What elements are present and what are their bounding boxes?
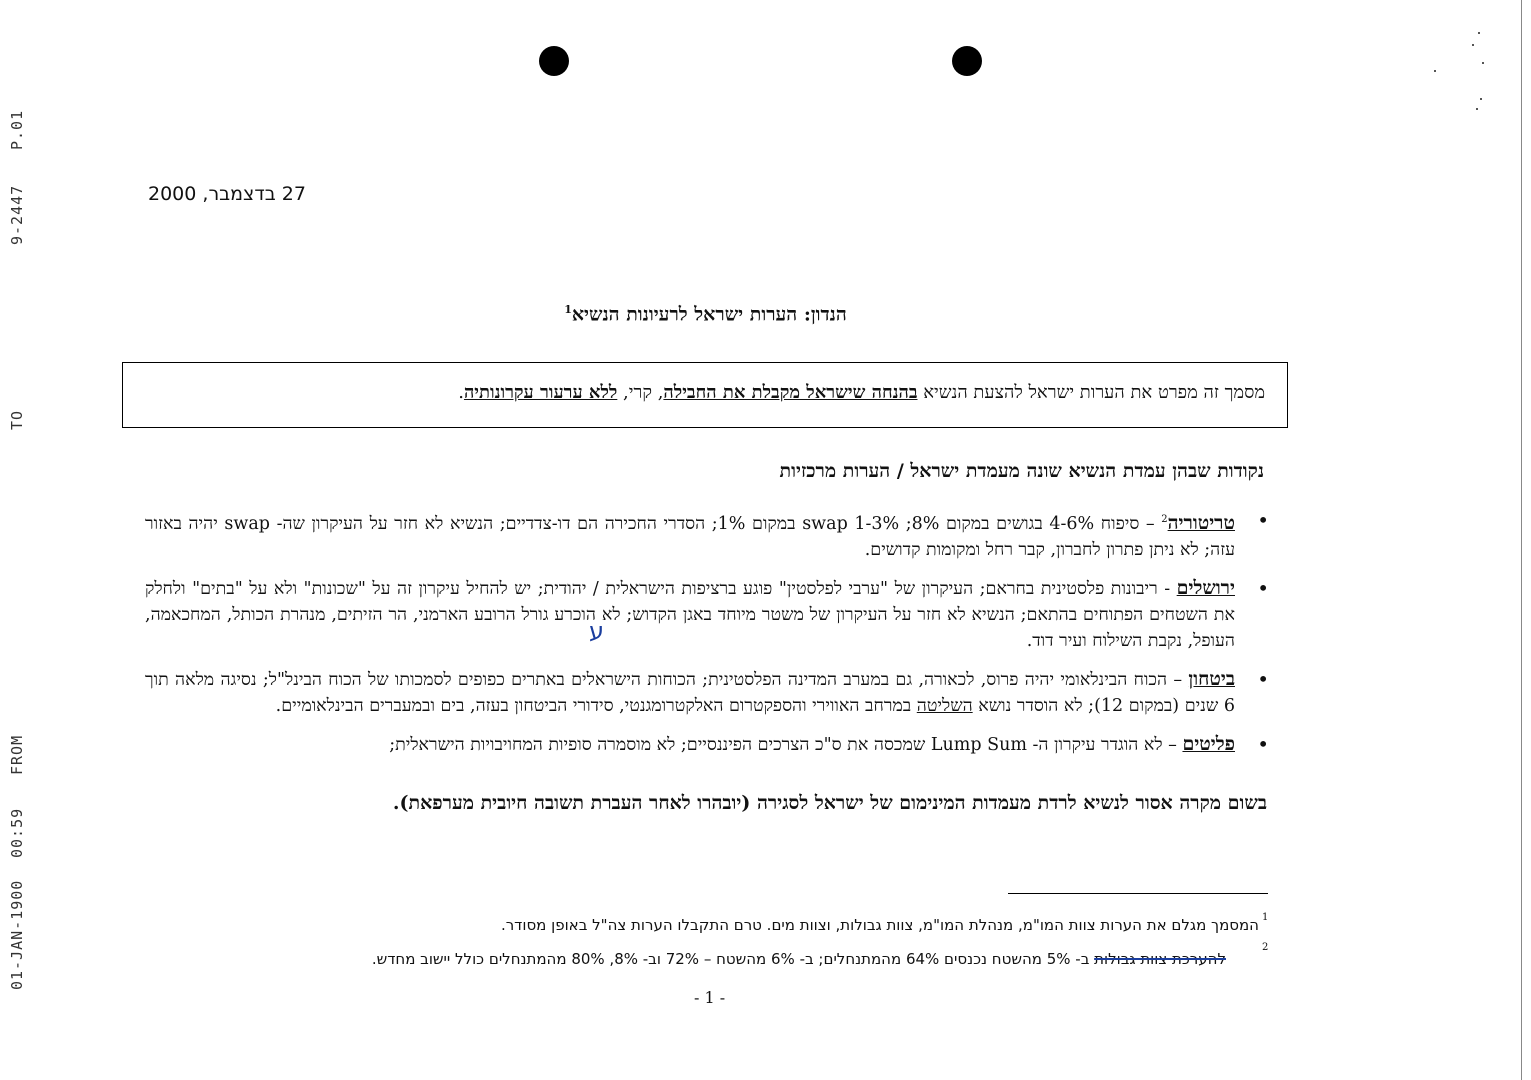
scan-speck xyxy=(1482,62,1484,64)
page-edge xyxy=(1521,0,1522,1080)
footnote-text: ב- 5% מהשטח נכנסים 64% מהמתנחלים; ב- 6% מהשטח – 72% וב- 8%, 80% מהמתנחלים כולל יישוב מחדש. xyxy=(371,950,1095,968)
punch-hole-left xyxy=(539,46,569,76)
subject-text: הנדון: הערות ישראל לרעיונות הנשיא xyxy=(571,303,847,326)
document-date: 27 בדצמבר, 2000 xyxy=(148,183,306,205)
bullet-term: ביטחון xyxy=(1188,667,1235,690)
footnote-struck-text: להערכת צוות גבולות xyxy=(1094,950,1226,968)
fax-date: 01-JAN-1900 xyxy=(8,879,26,990)
scan-speck xyxy=(1478,32,1480,34)
scan-speck xyxy=(1476,108,1478,110)
bullet-text: במרחב האווירי והספקטרום האלקטרומגנטי, סידורי הביטחון בעזה, בים ובמעברים הבינלאומיים. xyxy=(275,695,917,716)
intro-middle: , קרי, xyxy=(617,382,664,403)
footnote-1: המסמך מגלם את הערות צוות המו"מ, מנהלת המו"מ, צוות גבולות, וצוות מים. טרם התקבלו הערות צה"ל באופן מסודר. xyxy=(500,916,1259,934)
intro-end: . xyxy=(458,382,464,403)
bullet-term: ירושלים xyxy=(1176,576,1235,599)
footnote-2 xyxy=(372,950,1226,968)
footnote-divider xyxy=(1008,893,1268,894)
bullet-footnote-ref: 2 xyxy=(1161,514,1168,525)
subject-line xyxy=(0,303,1411,326)
bullet-underlined: השליטה xyxy=(916,695,973,716)
footnote-number: 2 xyxy=(1262,942,1269,953)
fax-number: 9-2447 xyxy=(8,184,26,245)
punch-hole-right xyxy=(952,46,982,76)
warning-statement: בשום מקרה אסור לנשיא לרדת מעמדות המינימום של ישראל לסגירה (יובהרו לאחר העברת תשובה חיובית מערפאת). xyxy=(392,792,1267,814)
fax-page-number: P.01 xyxy=(8,109,26,150)
scan-speck xyxy=(1472,44,1474,46)
bullet-jerusalem xyxy=(145,575,1235,654)
fax-from-label: FROM xyxy=(8,734,26,775)
bullet-term: טריטוריה xyxy=(1167,511,1235,534)
scan-speck xyxy=(1434,70,1436,72)
bullet-refugees xyxy=(145,731,1235,758)
intro-emphasis: בהנחה שישראל מקבלת את החבילה xyxy=(663,382,918,403)
intro-text: מסמך זה מפרט את הערות ישראל להצעת הנשיא xyxy=(917,382,1265,403)
footnote-number: 1 xyxy=(1262,912,1269,923)
key-points-list xyxy=(145,507,1235,770)
intro-emphasis-2: ללא ערעור עקרונותיה xyxy=(463,382,618,403)
bullet-territory xyxy=(145,507,1235,563)
fax-to-label: TO xyxy=(8,409,26,430)
bullet-term: פליטים xyxy=(1182,732,1235,755)
intro-box xyxy=(122,362,1288,428)
bullet-security xyxy=(145,666,1235,719)
handwritten-correction: ע xyxy=(589,617,605,645)
bullet-text: – הכוח הבינלאומי יהיה פרוס, לכאורה, גם במערב המדינה הפלסטינית; הכוחות הישראלים באתרים כפופים לסמכותו של הכוח הבינל"ל; נסיגה מלאה תוך 6 שנים (במקום 12); לא הוסדר נושא xyxy=(145,669,1235,716)
bullet-text: – לא הוגדר עיקרון ה- Lump Sum שמכסה את ס"כ הצרכים הפיננסיים; לא מוסמרה סופיות המחויבויות הישראלית; xyxy=(389,734,1183,755)
fax-time: 00:59 xyxy=(8,807,26,858)
scan-speck xyxy=(1480,98,1482,100)
page-number: - 1 - xyxy=(694,988,726,1007)
section-title: נקודות שבהן עמדת הנשיא שונה מעמדת ישראל / הערות מרכזיות xyxy=(779,460,1264,482)
bullet-text: - ריבונות פלסטינית בחראם; העיקרון של "ערבי לפלסטין" פוגע ברציפות הישראלית / יהודית; יש להחיל עיקרון זה על "שכונות" ולא על "בתים" ולחלק את השטחים הפתוחים בהתאם; הנשיא לא חזר על העיקרון של משטר מיוחד באגן הקדוש; לא הוכרע גורל הרובע הארמני, הר הזיתים, מנהרת הכותל, המחכאמה, העופל, נקבת השילוח ועיר דוד. xyxy=(145,578,1235,651)
bullet-text: – סיפוח 4-6% בגושים במקום 8%; swap 1-3% במקום 1%; הסדרי החכירה הם דו-צדדיים; הנשיא לא חזר על העיקרון שה- swap יהיה באזור עזה; לא ניתן פתרון לחברון, קבר רחל ומקומות קדושים. xyxy=(145,513,1235,560)
subject-footnote-ref: 1 xyxy=(564,303,572,316)
